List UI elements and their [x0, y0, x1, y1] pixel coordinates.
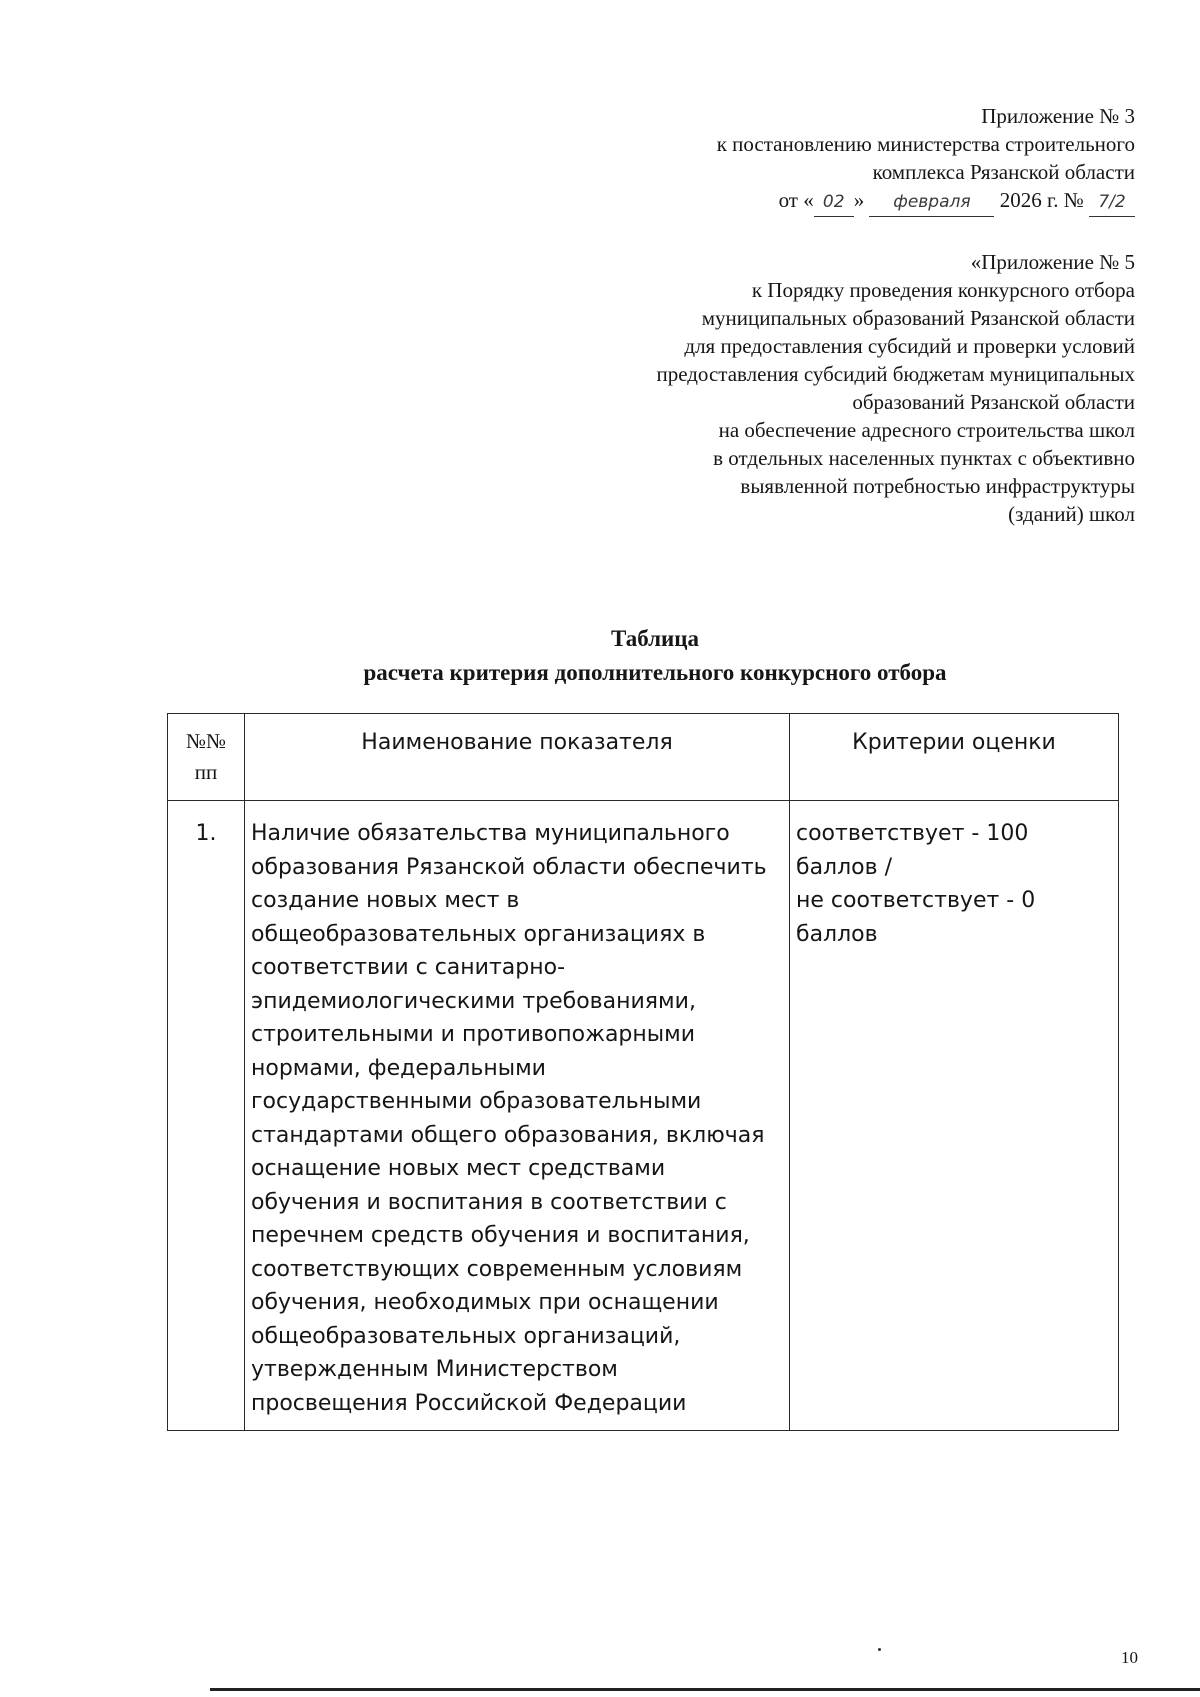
header-number — [168, 714, 245, 801]
table-title-sub: расчета критерия дополнительного конкурсного отбора — [363, 660, 947, 685]
indicator-line: соответствии с санитарно- — [251, 955, 566, 980]
indicator-line: обучения, необходимых при оснащении — [251, 1290, 719, 1315]
page-number: 10 — [1121, 1648, 1138, 1667]
indicator-line: перечнем средств обучения и воспитания, — [251, 1223, 750, 1248]
table-header-row — [168, 714, 1119, 801]
row-number: 1. — [168, 801, 245, 1431]
row-criteria — [790, 801, 1119, 1431]
day-suffix: » — [853, 188, 865, 212]
scan-bottom-edge — [210, 1688, 1200, 1691]
header-criteria: Критерии оценки — [790, 714, 1119, 801]
date-prefix: от « — [778, 188, 814, 212]
indicator-line: Наличие обязательства муниципального — [251, 821, 730, 846]
annex-line: к Порядку проведения конкурсного отбора — [751, 278, 1135, 302]
annex-line: муниципальных образований Рязанской области — [701, 306, 1135, 330]
annex-line: выявленной потребностью инфраструктуры — [740, 474, 1135, 498]
indicator-line: государственными образовательными — [251, 1089, 702, 1114]
approval-date-line — [717, 186, 1135, 217]
handwritten-day: 02 — [814, 188, 854, 217]
annex-line: (зданий) школ — [1008, 502, 1135, 526]
criteria-line: баллов / — [796, 854, 893, 880]
indicator-line: просвещения Российской Федерации — [251, 1390, 687, 1416]
table-title — [0, 622, 1200, 690]
approval-decree: к постановлению министерства строительного — [716, 132, 1135, 156]
indicator-line: нормами, федеральными — [251, 1055, 546, 1081]
table-row — [168, 801, 1119, 1431]
approval-block — [717, 102, 1135, 217]
annex-line: в отдельных населенных пунктах с объективно — [713, 446, 1135, 470]
criteria-line: соответствует - 100 — [796, 821, 1029, 846]
year-label: 2026 г. № — [999, 188, 1084, 212]
criteria-line: баллов — [796, 921, 878, 947]
approval-title: Приложение № 3 — [981, 104, 1135, 128]
header-number-symbol: №№ — [185, 729, 227, 753]
annex-line: на обеспечение адресного строительства школ — [718, 418, 1135, 442]
indicator-line: утвержденным Министерством — [251, 1357, 618, 1382]
indicator-line: соответствующих современным условиям — [251, 1256, 743, 1282]
indicator-line: стандартами общего образования, включая — [251, 1122, 765, 1148]
annex-line: образований Рязанской области — [852, 390, 1135, 414]
indicator-line: обучения и воспитания в соответствии с — [251, 1189, 727, 1215]
annex-line: «Приложение № 5 — [970, 250, 1135, 274]
indicator-line: общеобразовательных организациях в — [251, 921, 706, 947]
indicator-line: образования Рязанской области обеспечить — [251, 854, 767, 880]
annex-block — [656, 248, 1135, 528]
table-title-main: Таблица — [610, 626, 700, 651]
criteria-line: не соответствует - 0 — [796, 888, 1036, 913]
handwritten-number: 7/2 — [1089, 188, 1135, 217]
indicator-line: эпидемиологическими требованиями, — [251, 988, 696, 1014]
criteria-table — [167, 713, 1119, 1431]
header-indicator-name: Наименование показателя — [245, 714, 790, 801]
indicator-line: общеобразовательных организаций, — [251, 1323, 681, 1349]
indicator-line: оснащение новых мест средствами — [251, 1156, 666, 1181]
header-number-abbr: пп — [194, 760, 218, 784]
indicator-line: создание новых мест в — [251, 888, 520, 913]
annex-line: для предоставления субсидий и проверки условий — [684, 334, 1135, 358]
row-indicator-name — [245, 801, 790, 1431]
scan-speck — [878, 1648, 881, 1651]
annex-line: предоставления субсидий бюджетам муниципальных — [656, 362, 1135, 386]
indicator-line: строительными и противопожарными — [251, 1022, 696, 1047]
handwritten-month: февраля — [869, 188, 994, 217]
approval-ministry: комплекса Рязанской области — [872, 160, 1135, 184]
